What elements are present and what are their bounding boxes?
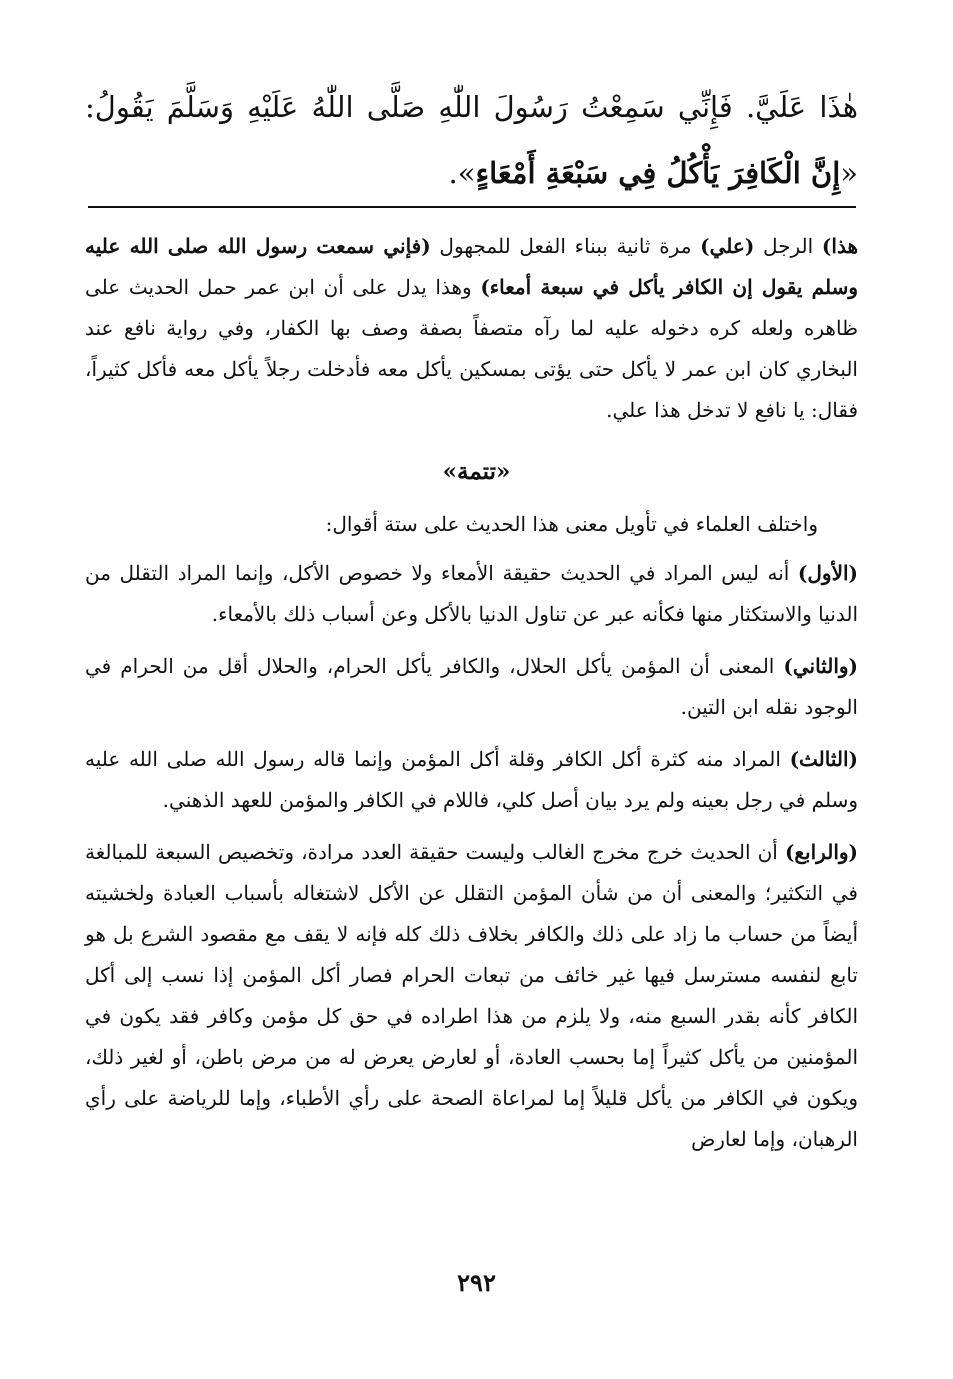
opinion-paragraph [85,832,858,1160]
opinion-text: المعنى أن المؤمن يأكل الحلال، والكافر يأكل الحرام، والحلال أقل من الحرام في الوجود نقله ابن التين. [85,654,858,719]
commentary-bold-3: (فإني سمعت رسول الله صلى الله عليه وسلم يقول إن الكافر يأكل في سبعة أمعاء) [85,234,858,299]
commentary-bold-2: (علي) [700,234,755,258]
commentary-paragraph [85,226,858,431]
hadith-end: ». [448,156,476,190]
hadith-paragraph [85,74,858,206]
opinion-paragraph [85,646,858,728]
opinion-label: (الأول) [797,561,858,585]
hadith-intro: هٰذَا عَلَيَّ. فَإِنِّي سَمِعْتُ رَسُولَ اللّٰهِ صَلَّى اللّٰهُ عَلَيْهِ وَسَلَّمَ يَقُولُ: « [85,90,858,190]
opinion-paragraph [85,553,858,635]
opinion-label: (الثالث) [789,747,858,771]
commentary-bold-1: هذا) [821,234,858,258]
footnote-divider [88,206,856,208]
hadith-text [85,74,858,206]
section-heading: «تتمة» [442,458,511,485]
commentary-text-3: وهذا يدل على أن ابن عمر حمل الحديث على ظاهره ولعله كره دخوله عليه لما رآه متصفاً بصفة وصف بها الكفار، وفي رواية نافع عند البخاري كان ابن عمر لا يأكل حتى يؤتى بمسكين يأكل معه فأدخلت رجلاً يأكل معه فأكل كثيراً، فقال: يا نافع لا تدخل هذا علي. [85,275,858,422]
opinion-label: (والثاني) [783,654,858,678]
hadith-quote: إِنَّ الْكَافِرَ يَأْكُلُ فِي سَبْعَةِ أَمْعَاءٍ [475,156,841,190]
opinion-text: أنه ليس المراد في الحديث حقيقة الأمعاء ولا خصوص الأكل، وإنما المراد التقلل من الدنيا والاستكثار منها فكأنه عبر عن تناول الدنيا بالأكل وعن أسباب ذلك بالأمعاء. [85,561,858,626]
opinion-label: (والرابع) [784,840,858,864]
opinion-text: أن الحديث خرج مخرج الغالب وليست حقيقة العدد مرادة، وتخصيص السبعة للمبالغة في التكثير؛ والمعنى أن من شأن المؤمن التقلل عن الأكل لاشتغاله بأسباب العبادة ولخشيته أيضاً من حساب ما زاد على ذلك والكافر بخلاف ذلك كله فإنه لا يقف مع مقصود الشرع بل هو تابع لنفسه مسترسل فيها غير خائف من تبعات الحرام فصار أكل المؤمن إذا نسب إلى أكل الكافر كأنه بقدر السبع منه، ولا يلزم من هذا اطراده في حق كل مؤمن وكافر فقد يكون في المؤمنين من يأكل كثيراً إما بحسب العادة، أو لعارض يعرض له من مرض باطن، أو لغير ذلك، ويكون في الكافر من يأكل قليلاً إما لمراعاة الصحة على رأي الأطباء، وإما للرياضة على رأي الرهبان، وإما لعارض [85,840,859,1151]
section-body [85,504,858,1171]
commentary-text-2: مرة ثانية ببناء الفعل للمجهول [430,234,701,258]
commentary-text [85,226,858,431]
opinion-text: المراد منه كثرة أكل الكافر وقلة أكل المؤمن وإنما قاله رسول الله صلى الله عليه وسلم في رجل بعينه ولم يرد بيان أصل كلي، فاللام في الكافر والمؤمن للعهد الذهني. [85,747,858,812]
section-intro: واختلف العلماء في تأويل معنى هذا الحديث على ستة أقوال: [325,512,818,536]
opinion-paragraph [85,739,858,821]
page-number: ٢٩٢ [457,1268,496,1297]
commentary-text-1: الرجل [754,234,822,258]
